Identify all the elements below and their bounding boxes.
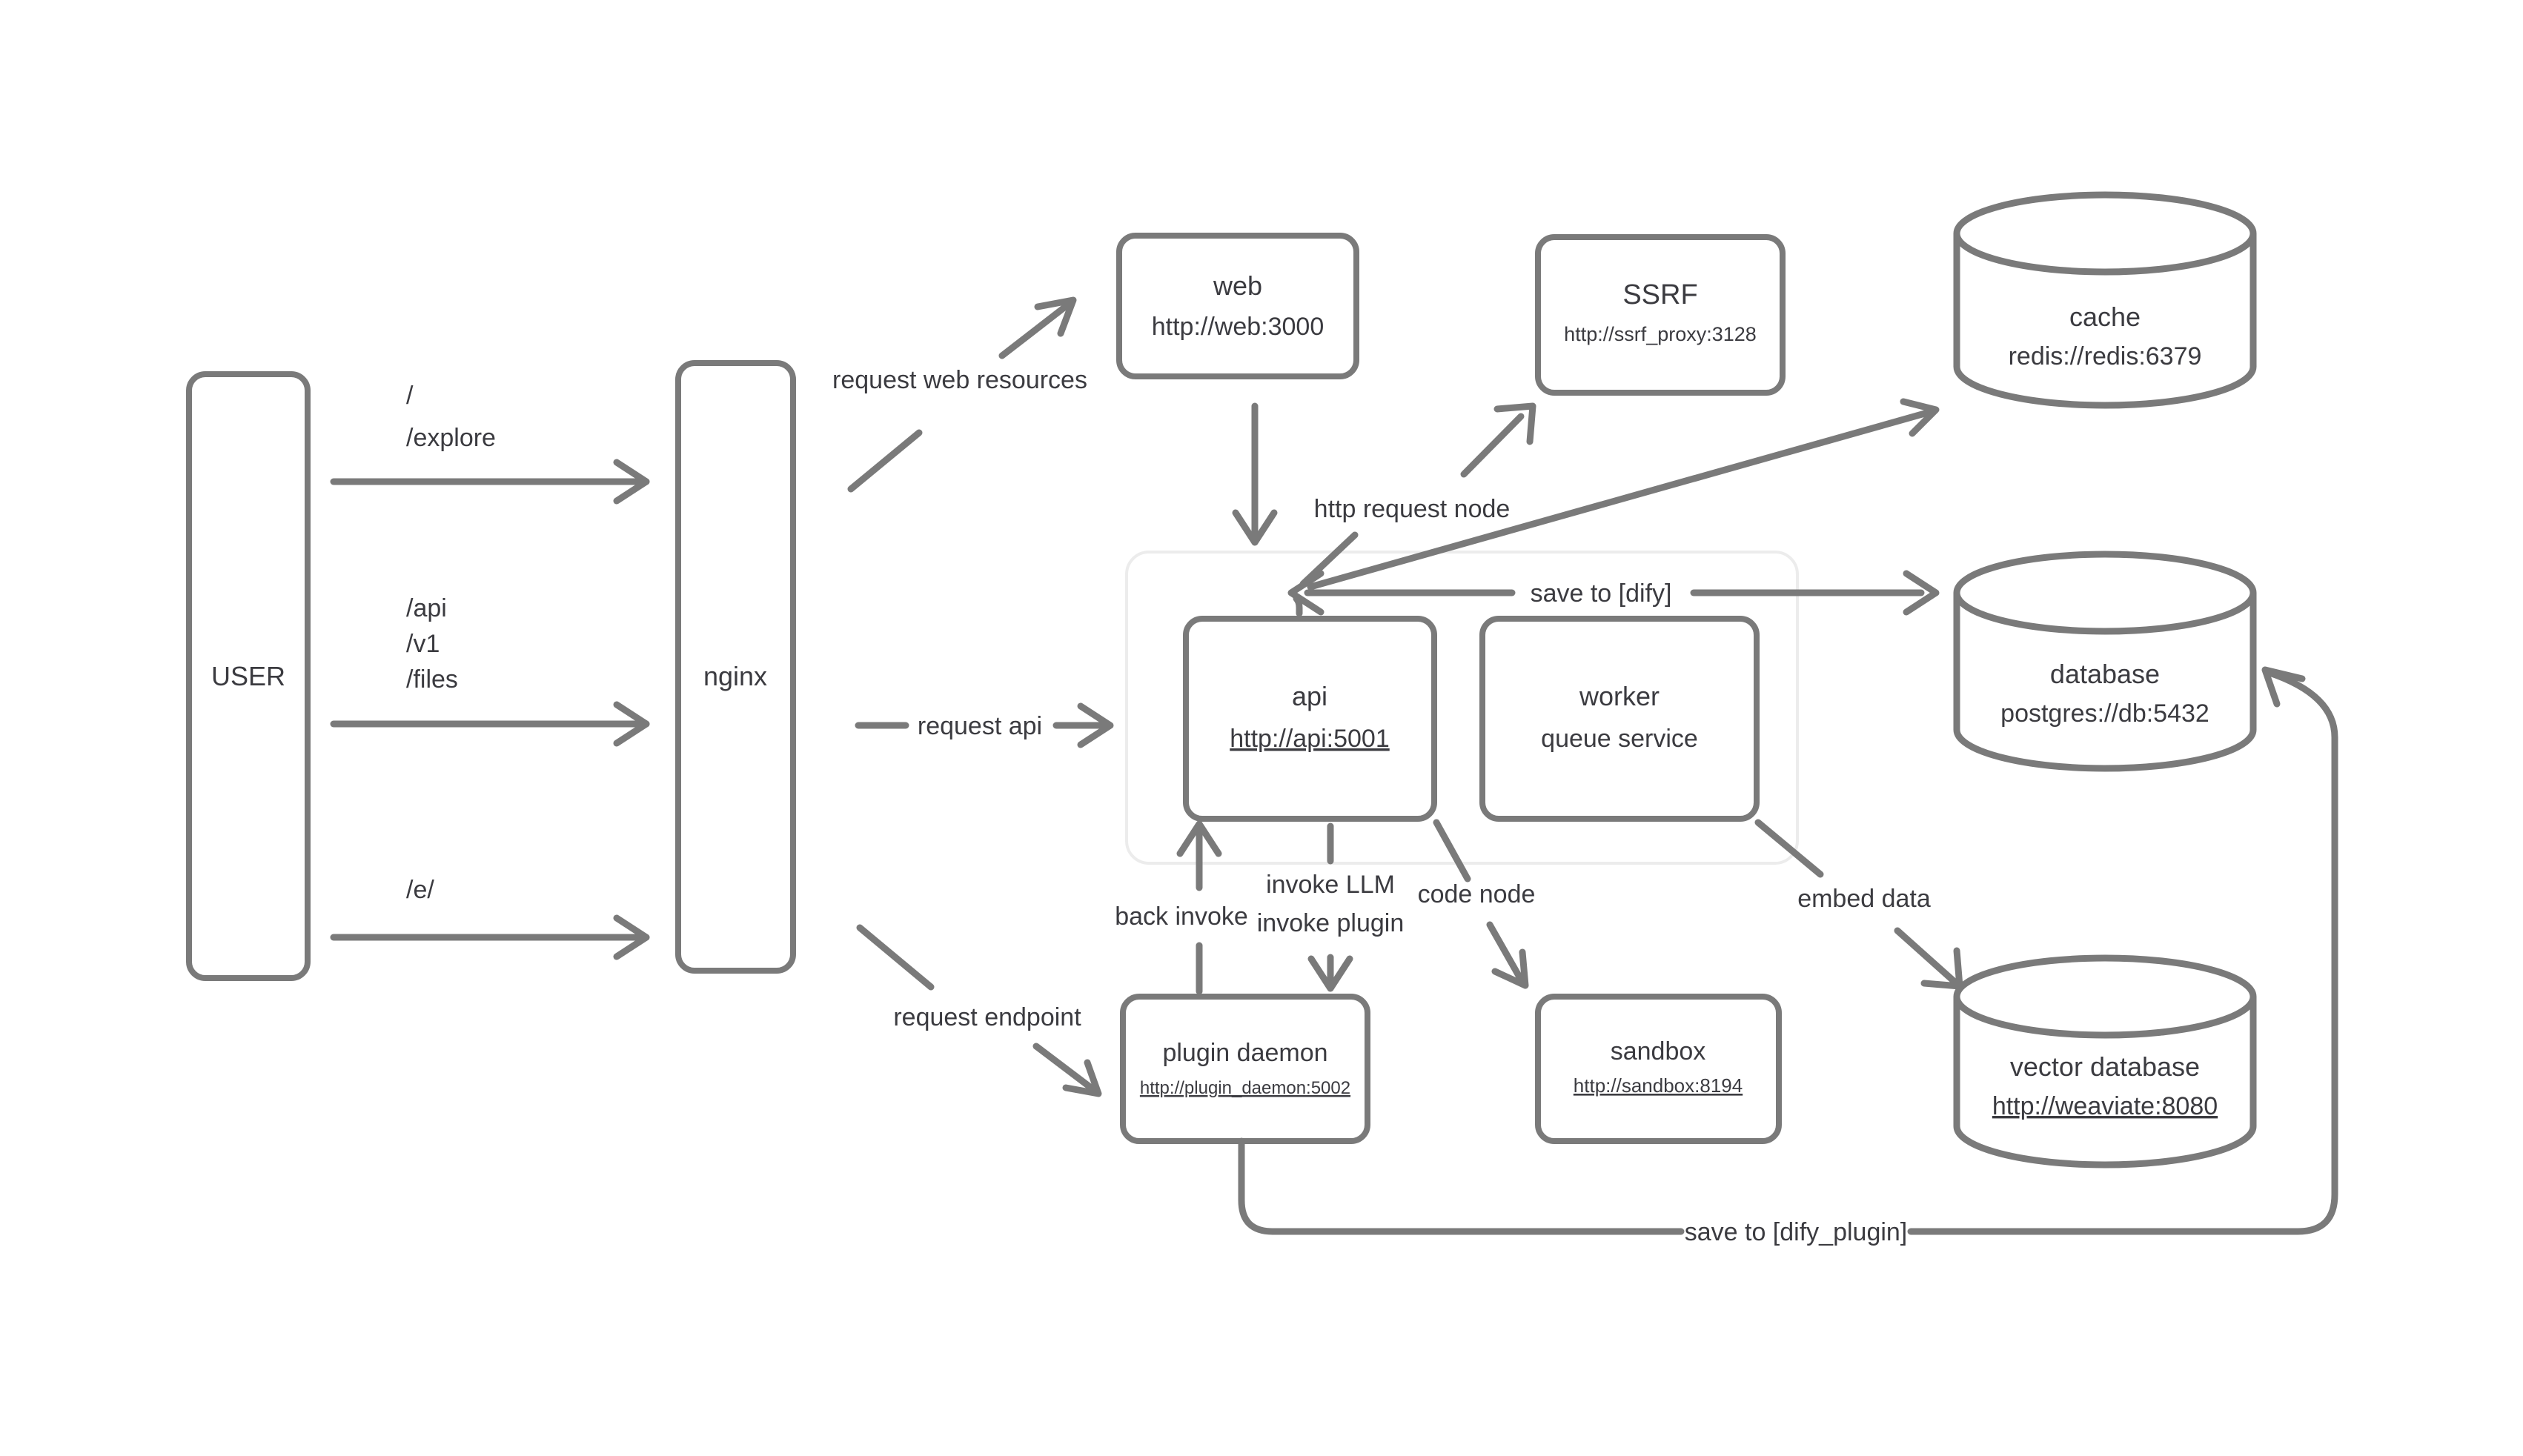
database-url: postgres://db:5432 — [2000, 699, 2209, 728]
web-url: http://web:3000 — [1151, 313, 1325, 341]
vector-database-cylinder-top — [1957, 958, 2253, 1035]
worker-subtitle: queue service — [1541, 725, 1698, 753]
node-ssrf — [1538, 237, 1783, 393]
node-cache — [1957, 195, 2253, 405]
plugin-daemon-title: plugin daemon — [1162, 1039, 1328, 1067]
edge-label: embed data — [1797, 885, 1931, 913]
edge-label: request api — [917, 712, 1043, 740]
node-vector-database — [1957, 958, 2253, 1165]
edge-label: save to [dify_plugin] — [1684, 1218, 1908, 1246]
edge-nginx-web — [832, 300, 1087, 489]
path-label: /e/ — [406, 876, 434, 904]
edge-line — [1436, 822, 1468, 879]
edge-label: invoke LLM — [1266, 871, 1395, 899]
edge-user-nginx-root — [334, 382, 646, 501]
edge-plugin-daemon-api — [1115, 824, 1248, 991]
sandbox-url: http://sandbox:8194 — [1573, 1074, 1743, 1097]
edge-user-nginx-e — [334, 876, 646, 957]
edge-api-plugin-daemon — [1257, 826, 1404, 988]
edge-label: request endpoint — [893, 1003, 1081, 1031]
worker-title: worker — [1579, 681, 1660, 711]
plugin-daemon-box — [1123, 997, 1367, 1141]
edge-web-api — [1236, 406, 1274, 542]
vector-database-url: http://weaviate:8080 — [1992, 1092, 2218, 1120]
node-database — [1957, 554, 2253, 768]
edge-line — [1758, 822, 1820, 874]
edge-label: invoke plugin — [1256, 909, 1405, 937]
edge-line — [851, 433, 919, 489]
worker-box — [1482, 619, 1757, 819]
node-sandbox — [1538, 997, 1779, 1141]
path-label: / — [406, 382, 414, 410]
ssrf-url: http://ssrf_proxy:3128 — [1564, 323, 1757, 345]
web-title: web — [1213, 270, 1263, 301]
node-api — [1186, 619, 1434, 819]
cache-title: cache — [2069, 302, 2141, 332]
database-cylinder-top — [1957, 554, 2253, 631]
node-worker — [1482, 619, 1757, 819]
path-label: /files — [406, 665, 458, 694]
edge-line — [1241, 1141, 1681, 1231]
cache-cylinder-top — [1957, 195, 2253, 272]
database-title: database — [2049, 659, 2161, 689]
ssrf-title: SSRF — [1622, 279, 1698, 310]
edge-api-cache — [1310, 402, 1936, 587]
api-title: api — [1291, 681, 1328, 711]
api-box — [1186, 619, 1434, 819]
edge-api-sandbox — [1418, 822, 1536, 985]
edge-label: code node — [1417, 880, 1536, 908]
path-label: /explore — [406, 424, 496, 452]
edge-label: back invoke — [1115, 902, 1248, 931]
edge-user-nginx-api — [334, 594, 646, 743]
sandbox-title: sandbox — [1610, 1037, 1706, 1066]
edge-label: save to [dify] — [1530, 579, 1672, 608]
path-label: /api — [406, 594, 447, 622]
sandbox-box — [1538, 997, 1779, 1141]
nginx-label: nginx — [703, 661, 768, 691]
edge-api-database — [1307, 574, 1936, 612]
web-box — [1119, 236, 1356, 376]
edge-line — [1296, 599, 1299, 614]
node-user — [189, 374, 308, 978]
plugin-daemon-url: http://plugin_daemon:5002 — [1139, 1078, 1351, 1098]
node-web — [1119, 236, 1356, 376]
edge-label: request web resources — [832, 366, 1087, 394]
edge-line — [860, 928, 931, 987]
edge-line — [1464, 416, 1521, 474]
cache-url: redis://redis:6379 — [2008, 342, 2202, 370]
api-url: http://api:5001 — [1230, 725, 1390, 753]
edge-nginx-plugin-daemon — [860, 928, 1098, 1094]
edge-line — [1897, 931, 1954, 981]
edge-worker-vector-database — [1758, 822, 1960, 986]
path-label: /v1 — [406, 630, 440, 658]
edge-label: http request node — [1313, 495, 1511, 523]
node-plugin-daemon — [1123, 997, 1367, 1141]
edge-nginx-api — [858, 706, 1110, 745]
edge-line — [1036, 1046, 1091, 1088]
vector-database-title: vector database — [2009, 1051, 2201, 1082]
ssrf-box — [1538, 237, 1783, 393]
user-label: USER — [210, 661, 286, 691]
node-nginx — [678, 363, 793, 971]
